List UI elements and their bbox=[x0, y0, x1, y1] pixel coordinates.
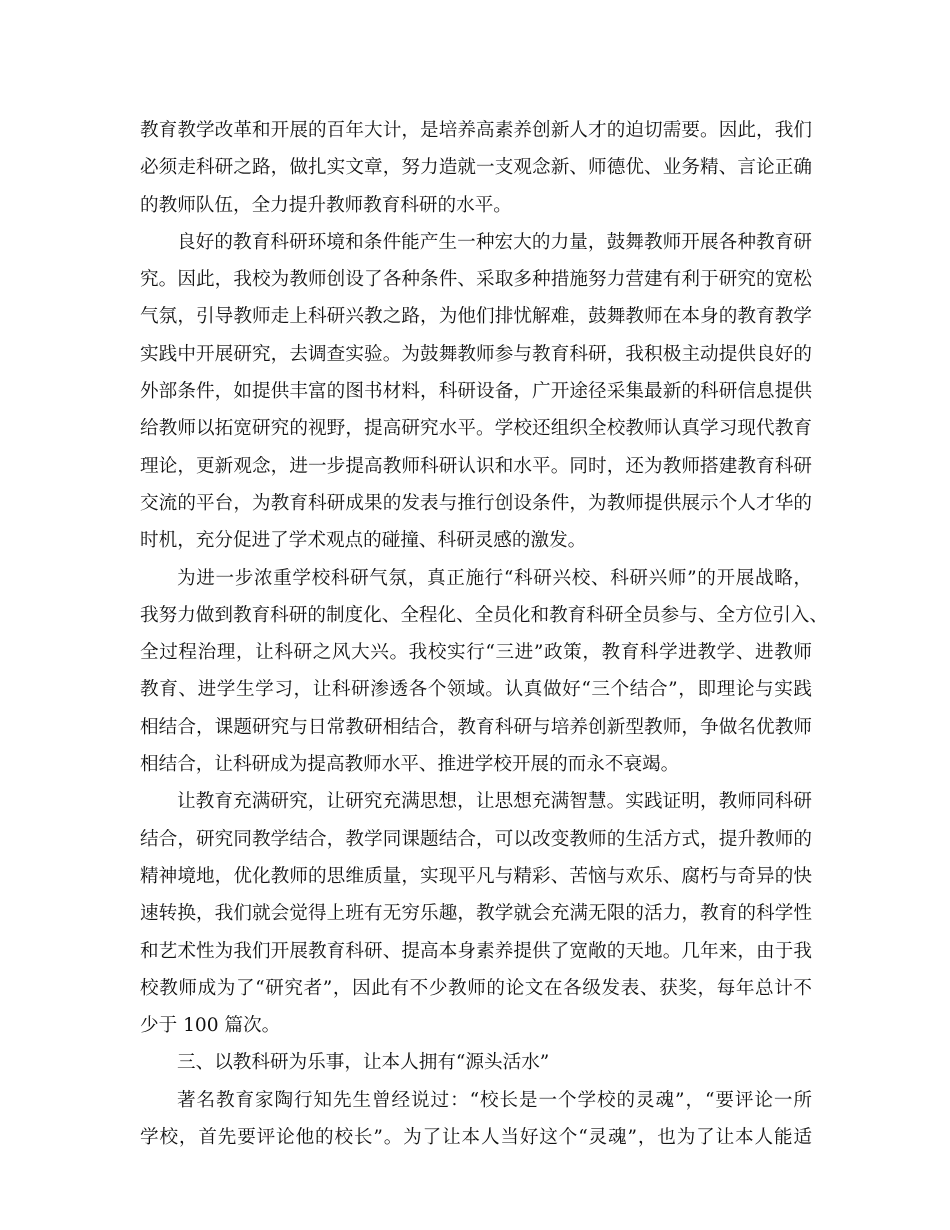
text-line: 让教育充满研究，让研究充满思想，让思想充满智慧。实践证明，教师同科研 bbox=[177, 791, 812, 813]
text-line: 著名教育家陶行知先生曾经说过：“校长是一个学校的灵魂”，“要评论一所 bbox=[177, 1089, 812, 1111]
text-line: 全过程治理，让科研之风大兴。我校实行“三进”政策，教育科学进教学、进教师 bbox=[140, 642, 812, 664]
text-line: 相结合，让科研成为提高教师水平、推进学校开展的而永不衰竭。 bbox=[140, 754, 680, 776]
text-line: 精神境地，优化教师的思维质量，实现平凡与精彩、苦恼与欢乐、腐朽与奇异的快 bbox=[140, 865, 812, 887]
text-line: 气氛，引导教师走上科研兴教之路，为他们排忧解难，鼓舞教师在本身的教育教学 bbox=[140, 306, 812, 328]
document-body bbox=[140, 112, 828, 1156]
text-line: 少于 100 篇次。 bbox=[140, 1015, 281, 1037]
text-line: 三、以教科研为乐事，让本人拥有“源头活水” bbox=[177, 1052, 550, 1074]
text-line: 时机，充分促进了学术观点的碰撞、科研灵感的激发。 bbox=[140, 530, 587, 552]
text-line: 学校，首先要评论他的校长”。为了让本人当好这个“灵魂”，也为了让本人能适 bbox=[140, 1127, 812, 1149]
text-line: 实践中开展研究，去调查实验。为鼓舞教师参与教育科研，我积极主动提供良好的 bbox=[140, 343, 812, 365]
text-line: 交流的平台，为教育科研成果的发表与推行创设条件，为教师提供展示个人才华的 bbox=[140, 492, 812, 514]
text-line: 教育、进学生学习，让科研渗透各个领域。认真做好“三个结合”，即理论与实践 bbox=[140, 679, 812, 701]
text-line: 教育教学改革和开展的百年大计，是培养高素养创新人才的迫切需要。因此，我们 bbox=[140, 120, 812, 141]
text-line: 究。因此，我校为教师创设了各种条件、采取多种措施努力营建有利于研究的宽松 bbox=[140, 269, 812, 291]
text-line: 必须走科研之路，做扎实文章，努力造就一支观念新、师德优、业务精、言论正确 bbox=[140, 157, 812, 179]
text-line: 和艺术性为我们开展教育科研、提高本身素养提供了宽敞的天地。几年来，由于我 bbox=[140, 940, 812, 962]
text-line: 校教师成为了“研究者”，因此有不少教师的论文在各级发表、获奖，每年总计不 bbox=[140, 977, 812, 999]
text-line: 理论，更新观念，进一步提高教师科研认识和水平。同时，还为教师搭建教育科研 bbox=[140, 455, 812, 477]
text-line: 良好的教育科研环境和条件能产生一种宏大的力量，鼓舞教师开展各种教育研 bbox=[177, 231, 812, 253]
text-line: 为进一步浓重学校科研气氛，真正施行“科研兴校、科研兴师”的开展战略， bbox=[177, 567, 812, 589]
text-line: 的教师队伍，全力提升教师教育科研的水平。 bbox=[140, 194, 512, 216]
text-line: 外部条件，如提供丰富的图书材料，科研设备，广开途径采集最新的科研信息提供 bbox=[140, 381, 812, 403]
text-line: 结合，研究同教学结合，教学同课题结合，可以改变教师的生活方式，提升教师的 bbox=[140, 828, 812, 850]
text-line: 我努力做到教育科研的制度化、全程化、全员化和教育科研全员参与、全方位引入、 bbox=[140, 604, 828, 626]
text-line: 相结合，课题研究与日常教研相结合，教育科研与培养创新型教师，争做名优教师 bbox=[140, 716, 812, 738]
text-line: 速转换，我们就会觉得上班有无穷乐趣，教学就会充满无限的活力，教育的科学性 bbox=[140, 903, 812, 925]
text-line: 给教师以拓宽研究的视野，提高研究水平。学校还组织全校教师认真学习现代教育 bbox=[140, 418, 812, 440]
